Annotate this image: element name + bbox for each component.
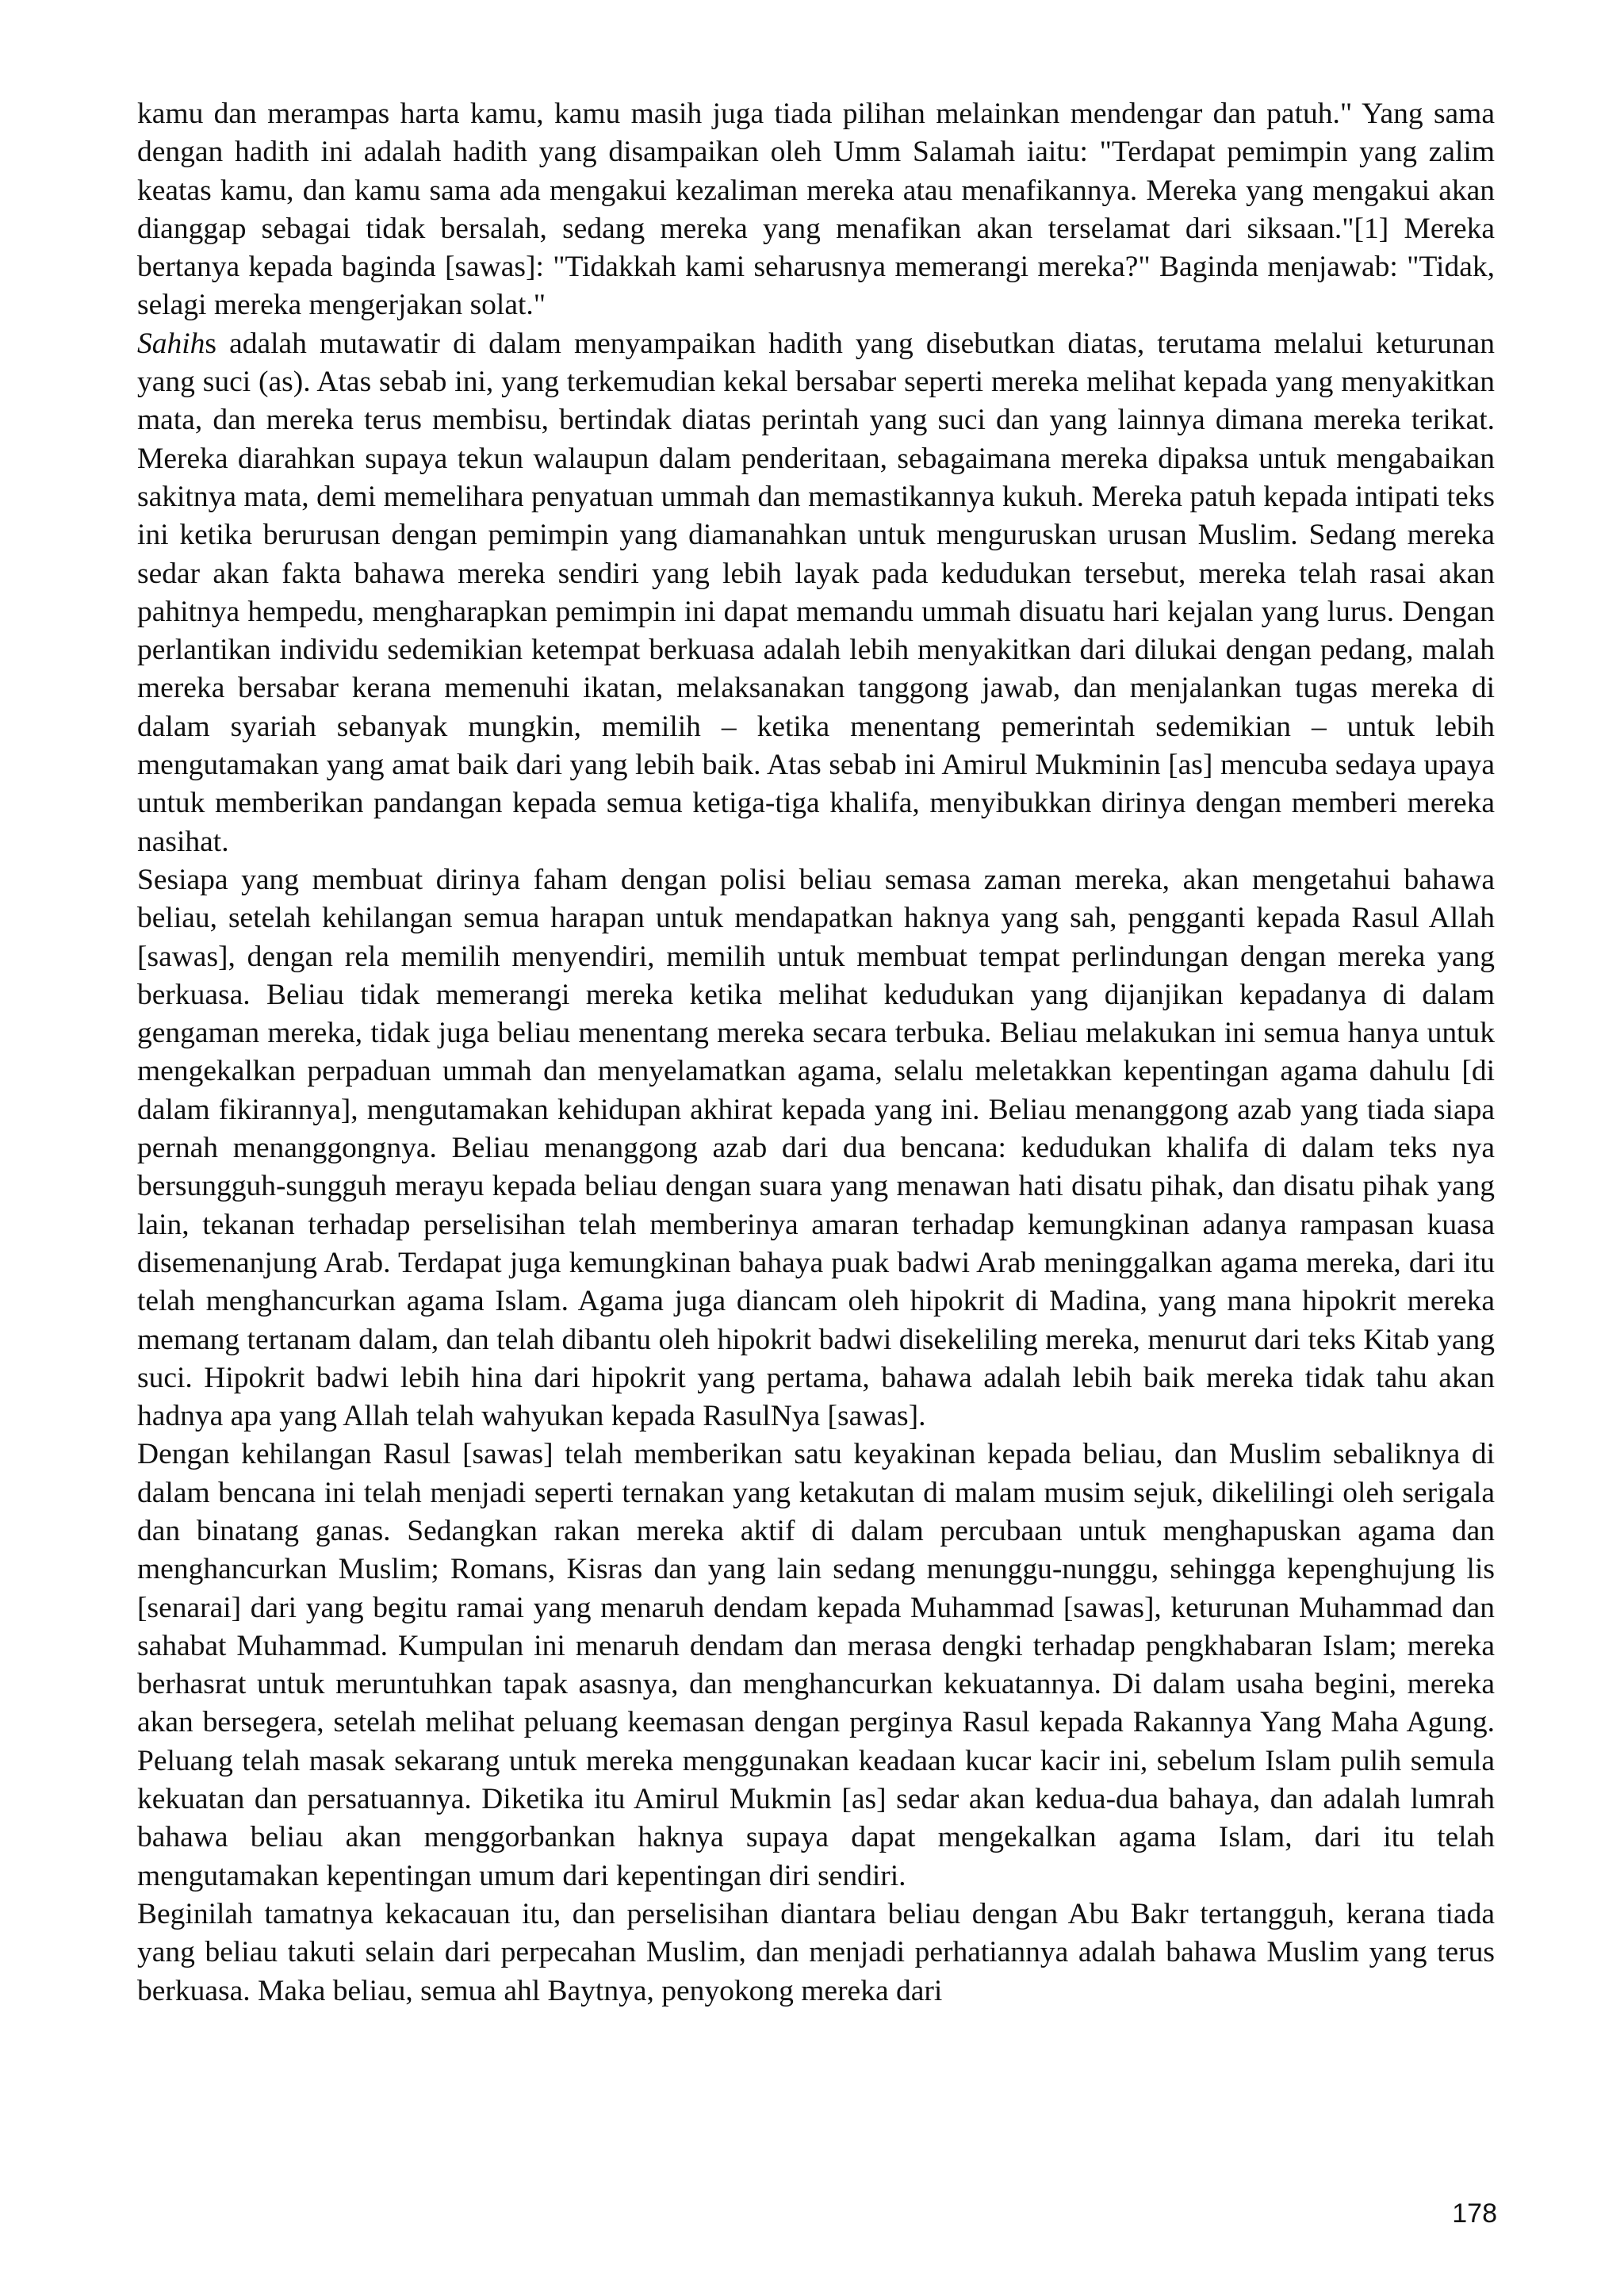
paragraph-5 — [137, 1895, 1495, 2010]
paragraph-2-text: s adalah mutawatir di dalam menyampaikan hadith yang disebutkan diatas, terutama melalui keturunan yang suci (as). Atas sebab ini, yang terkemudian kekal bersabar seperti mereka melihat kepada yang menyakitkan mata, dan mereka terus membisu, bertindak diatas perintah yang suci dan yang lainnya dimana mereka terikat. Mereka diarahkan supaya tekun walaupun dalam penderitaan, sebagaimana mereka dipaksa untuk mengabaikan sakitnya mata, demi memelihara penyatuan ummah dan memastikannya kukuh. Mereka patuh kepada intipati teks ini ketika berurusan dengan pemimpin yang diamanahkan untuk menguruskan urusan Muslim. Sedang mereka sedar akan fakta bahawa mereka sendiri yang lebih layak pada kedudukan tersebut, mereka telah rasai akan pahitnya hempedu, mengharapkan pemimpin ini dapat memandu ummah disuatu hari kejalan yang lurus. Dengan perlantikan individu sedemikian ketempat berkuasa adalah lebih menyakitkan dari dilukai dengan pedang, malah mereka bersabar kerana memenuhi ikatan, melaksanakan tanggong jawab, dan menjalankan tugas mereka di dalam syariah sebanyak mungkin, memilih – ketika menentang pemerintah sedemikian – untuk lebih mengutamakan yang amat baik dari yang lebih baik. Atas sebab ini Amirul Mukminin [as] mencuba sedaya upaya untuk memberikan pandangan kepada semua ketiga-tiga khalifa, menyibukkan dirinya dengan memberi mereka nasihat. — [137, 327, 1495, 858]
paragraph-3-text: Sesiapa yang membuat dirinya faham dengan polisi beliau semasa zaman mereka, akan mengetahui bahawa beliau, setelah kehilangan semua harapan untuk mendapatkan haknya yang sah, pengganti kepada Rasul Allah [sawas], dengan rela memilih menyendiri, memilih untuk membuat tempat perlindungan dengan mereka yang berkuasa. Beliau tidak memerangi mereka ketika melihat kedudukan yang dijanjikan kepadanya di dalam gengaman mereka, tidak juga beliau menentang mereka secara terbuka. Beliau melakukan ini semua hanya untuk mengekalkan perpaduan ummah dan menyelamatkan agama, selalu meletakkan kepentingan agama dahulu [di dalam fikirannya], mengutamakan kehidupan akhirat kepada yang ini. Beliau menanggong azab yang tiada siapa pernah menanggongnya. Beliau menanggong azab dari dua bencana: kedudukan khalifa di dalam teks nya bersungguh-sungguh merayu kepada beliau dengan suara yang menawan hati disatu pihak, dan disatu pihak yang lain, tekanan terhadap perselisihan telah memberinya amaran terhadap kemungkinan adanya rampasan kuasa disemenanjung Arab. Terdapat juga kemungkinan bahaya puak badwi Arab meninggalkan agama mereka, dari itu telah menghancurkan agama Islam. Agama juga diancam oleh hipokrit di Madina, yang mana hipokrit mereka memang tertanam dalam, dan telah dibantu oleh hipokrit badwi disekeliling mereka, menurut dari teks Kitab yang suci. Hipokrit badwi lebih hina dari hipokrit yang pertama, bahawa adalah lebih baik mereka tidak tahu akan hadnya apa yang Allah telah wahyukan kepada RasulNya [sawas]. — [137, 863, 1495, 1433]
paragraph-1-text: kamu dan merampas harta kamu, kamu masih juga tiada pilihan melainkan mendengar dan patuh." Yang sama dengan hadith ini adalah hadith yang disampaikan oleh Umm Salamah iaitu: "Terdapat pemimpin yang zalim keatas kamu, dan kamu sama ada mengakui kezaliman mereka atau menafikannya. Mereka yang mengakui akan dianggap sebagai tidak bersalah, sedang mereka yang menafikan akan terselamat dari siksaan."[1] Mereka bertanya kepada baginda [sawas]: "Tidakkah kami seharusnya memerangi mereka?" Baginda menjawab: "Tidak, selagi mereka mengerjakan solat." — [137, 98, 1495, 322]
paragraph-1 — [137, 95, 1495, 325]
paragraph-4-text: Dengan kehilangan Rasul [sawas] telah memberikan satu keyakinan kepada beliau, dan Muslim sebaliknya di dalam bencana ini telah menjadi seperti ternakan yang ketakutan di malam musim sejuk, dikelilingi oleh serigala dan binatang ganas. Sedangkan rakan mereka aktif di dalam percubaan untuk menghapuskan agama dan menghancurkan Muslim; Romans, Kisras dan yang lain sedang menunggu-nunggu, sehingga kepenghujung lis [senarai] dari yang begitu ramai yang menaruh dendam kepada Muhammad [sawas], keturunan Muhammad dan sahabat Muhammad. Kumpulan ini menaruh dendam dan merasa dengki terhadap pengkhabaran Islam; mereka berhasrat untuk meruntuhkan tapak asasnya, dan menghancurkan kekuatannya. Di dalam usaha begini, mereka akan bersegera, setelah melihat peluang keemasan dengan perginya Rasul kepada Rakannya Yang Maha Agung. Peluang telah masak sekarang untuk mereka menggunakan keadaan kucar kacir ini, sebelum Islam pulih semula kekuatan dan persatuannya. Diketika itu Amirul Mukmin [as] sedar akan kedua-dua bahaya, dan adalah lumrah bahawa beliau akan menggorbankan haknya supaya dapat mengekalkan agama Islam, dari itu telah mengutamakan kepentingan umum dari kepentingan diri sendiri. — [137, 1438, 1495, 1892]
paragraph-2-italic-term: Sahih — [137, 327, 205, 360]
paragraph-3 — [137, 861, 1495, 1435]
paragraph-4 — [137, 1435, 1495, 1895]
body-text — [137, 95, 1495, 2010]
paragraph-5-text: Beginilah tamatnya kekacauan itu, dan perselisihan diantara beliau dengan Abu Bakr tertangguh, kerana tiada yang beliau takuti selain dari perpecahan Muslim, dan menjadi perhatiannya adalah bahawa Muslim yang terus berkuasa. Maka beliau, semua ahl Baytnya, penyokong mereka dari — [137, 1897, 1495, 2007]
page-number: 178 — [1452, 2198, 1497, 2229]
paragraph-2 — [137, 325, 1495, 861]
